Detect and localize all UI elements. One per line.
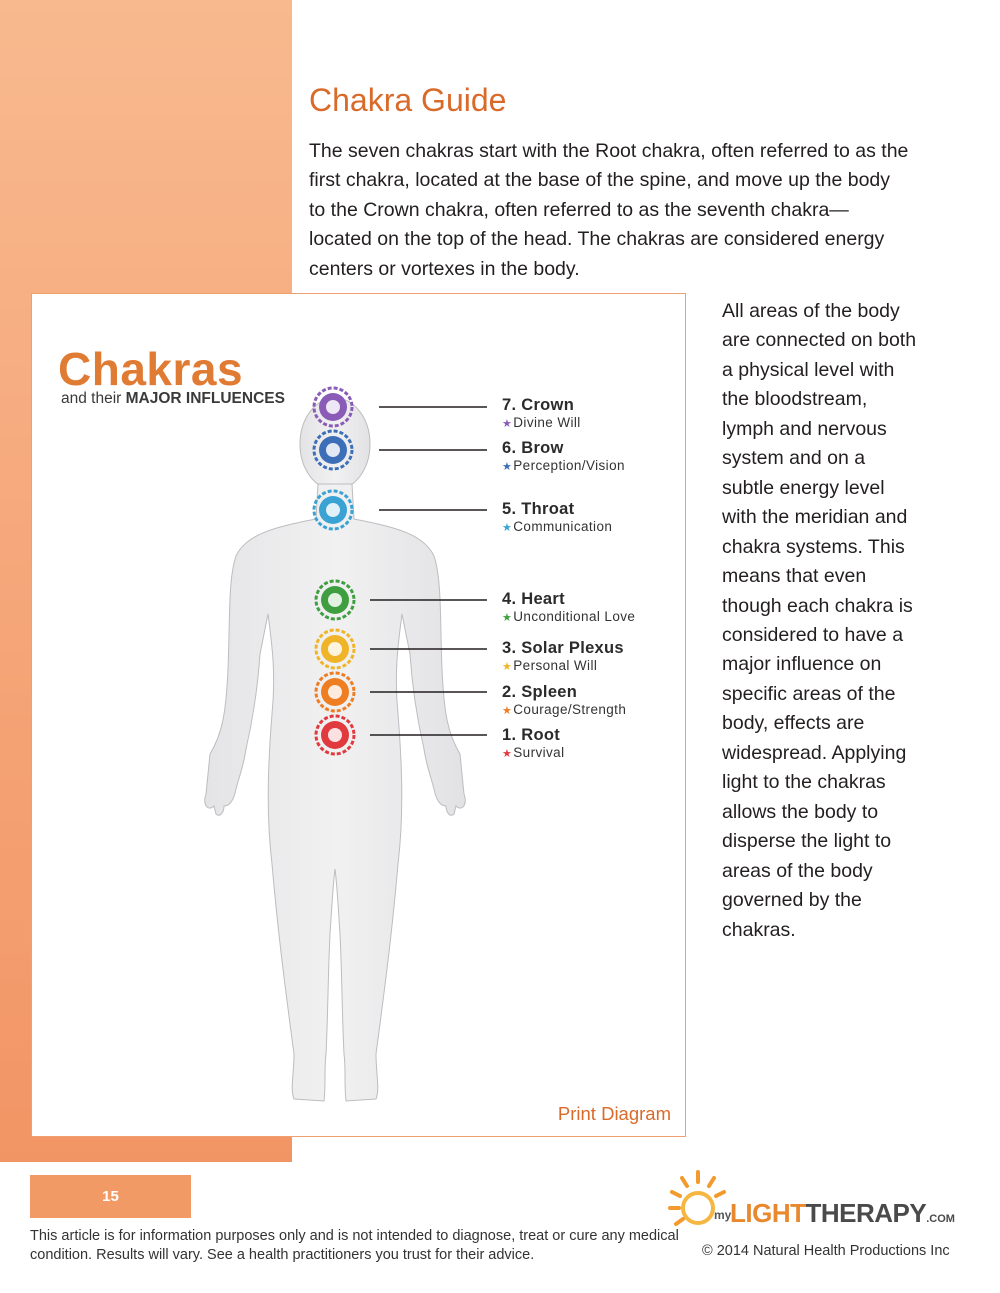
diagram-title: Chakras xyxy=(58,343,244,395)
disclaimer-text: This article is for information purposes only and is not intended to diagnose, treat or cure any medical condition. Results will vary. See a health practitioners you trust for their advice. xyxy=(30,1228,679,1263)
chakra-label-brow xyxy=(502,440,625,473)
logo-wordmark: LIGHTTHERAPY.COM xyxy=(730,1198,955,1228)
page-number-badge: 15 xyxy=(30,1175,191,1218)
side-paragraph: All areas of the body are connected on both a physical level with the bloodstream, lymph and nervous system and on a subtle energy level with the meridian and chakra systems. This means that even though each chakra is considered to have a major influence on specific areas of the body, effects are widespread. Applying light to the chakras allows the body to disperse the light to areas of the body governed by the chakras. xyxy=(722,300,917,941)
chakra-influence: ★Communication xyxy=(502,518,613,534)
chakra-influence: ★Survival xyxy=(502,744,565,760)
chakra-symbol-crown xyxy=(314,388,352,426)
chakra-label-solar-plexus xyxy=(502,640,624,673)
star-icon: ★ xyxy=(502,704,513,717)
star-icon: ★ xyxy=(502,460,513,473)
mylighttherapy-logo xyxy=(668,1166,978,1236)
chakra-influence: ★Personal Will xyxy=(502,657,598,673)
chakra-label-spleen xyxy=(502,684,626,717)
diagram-subtitle xyxy=(61,390,285,408)
star-icon: ★ xyxy=(502,747,513,760)
chakra-diagram xyxy=(31,293,686,1137)
chakra-influence: ★Perception/Vision xyxy=(502,457,625,473)
chakra-label-crown xyxy=(502,397,581,430)
chakra-symbol-heart xyxy=(316,581,354,619)
chakra-name: 1. Root xyxy=(502,726,561,744)
logo-my: my xyxy=(714,1208,732,1222)
page-title: Chakra Guide xyxy=(309,82,507,118)
subtitle-prefix: and their xyxy=(61,390,122,407)
chakra-label-root xyxy=(502,727,564,760)
chakra-name: 4. Heart xyxy=(502,590,565,608)
chakra-symbol-throat xyxy=(314,491,352,529)
chakra-influence: ★Divine Will xyxy=(502,414,581,430)
chakra-label-throat xyxy=(502,501,612,534)
chakra-symbol-brow xyxy=(314,431,352,469)
chakra-name: 7. Crown xyxy=(502,396,575,414)
chakra-name: 6. Brow xyxy=(502,439,564,457)
chakra-symbol-root xyxy=(316,716,354,754)
chakra-name: 5. Throat xyxy=(502,500,575,518)
subtitle-emphasis: MAJOR INFLUENCES xyxy=(125,390,285,407)
chakra-name: 3. Solar Plexus xyxy=(502,639,624,657)
chakra-label-heart xyxy=(502,591,635,624)
star-icon: ★ xyxy=(502,417,513,430)
copyright-text: © 2014 Natural Health Productions Inc xyxy=(702,1243,950,1259)
chakra-influence: ★Courage/Strength xyxy=(502,701,627,717)
chakra-influence: ★Unconditional Love xyxy=(502,608,636,624)
chakra-name: 2. Spleen xyxy=(502,683,578,701)
intro-paragraph: The seven chakras start with the Root chakra, often referred to as the first chakra, located at the base of the spine, and move up the body to the Crown chakra, often referred to as the seventh chakra—located on the top of the head. The chakras are considered energy centers or vortexes in the body. xyxy=(309,140,909,280)
star-icon: ★ xyxy=(502,521,513,534)
star-icon: ★ xyxy=(502,660,513,673)
chakra-symbol-solar-plexus xyxy=(316,630,354,668)
chakra-symbol-spleen xyxy=(316,673,354,711)
print-diagram-link[interactable]: Print Diagram xyxy=(557,1103,671,1124)
star-icon: ★ xyxy=(502,611,513,624)
